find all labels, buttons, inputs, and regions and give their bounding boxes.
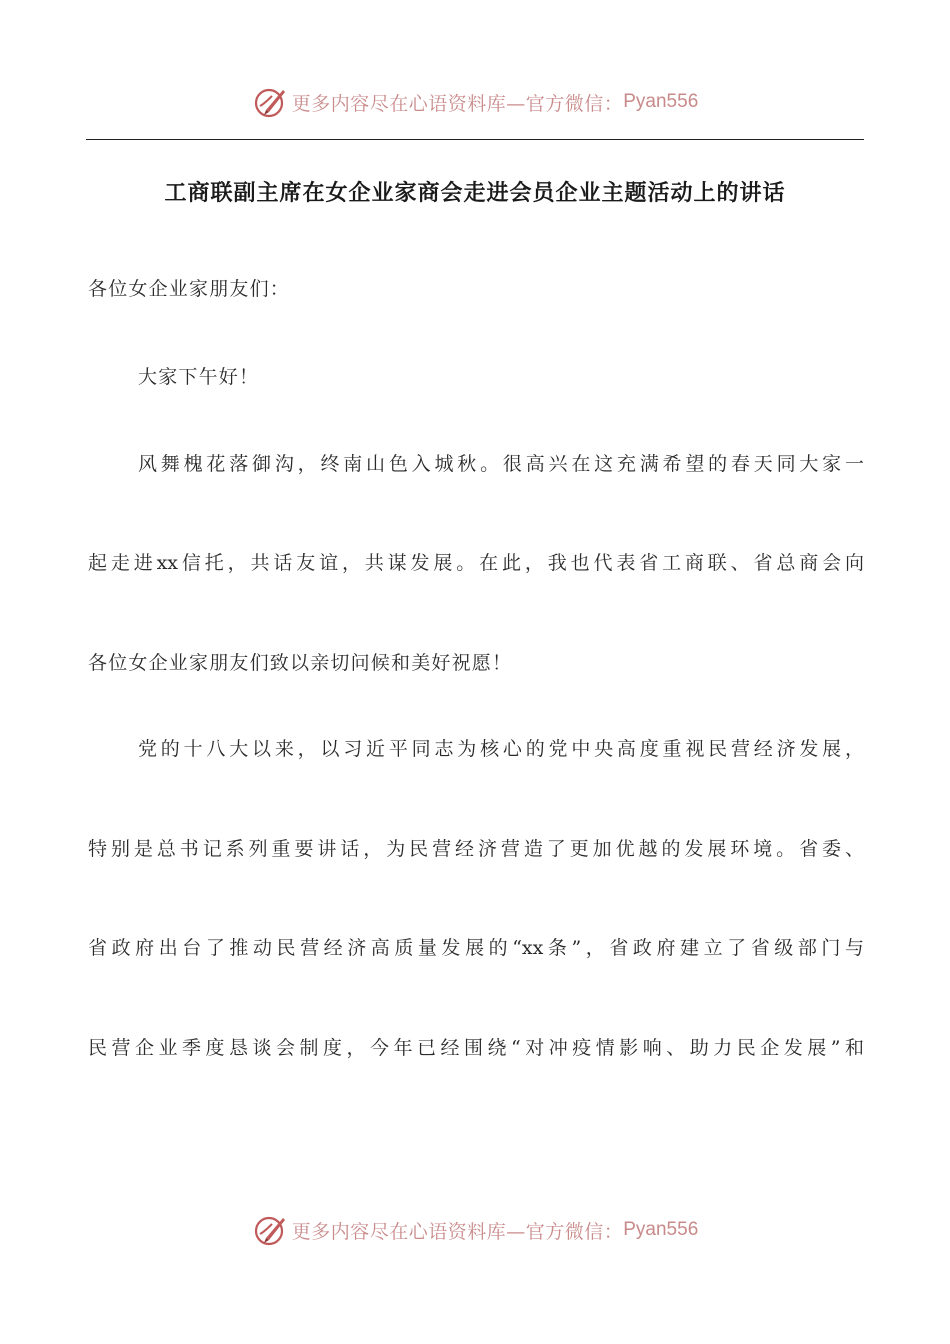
footer-banner-text: 更多内容尽在心语资料库—官方微信： <box>291 1220 624 1243</box>
header-banner-text: 更多内容尽在心语资料库—官方微信： <box>291 92 624 115</box>
footer-wechat-id: Pyan556 <box>623 1219 699 1240</box>
paragraph-line: 省政府出台了推动民营经济高质量发展的“xx条”，省政府建立了省级部门与 <box>88 937 864 959</box>
paragraph-line: 起走进xx信托，共话友谊，共谋发展。在此，我也代表省工商联、省总商会向 <box>88 552 864 574</box>
quill-pen-circle-icon <box>252 1212 288 1248</box>
quill-pen-circle-icon <box>252 84 288 120</box>
footer-banner <box>0 1210 950 1250</box>
header-banner <box>0 82 950 122</box>
greeting: 大家下午好！ <box>138 366 260 388</box>
paragraph-line: 各位女企业家朋友们致以亲切问候和美好祝愿！ <box>88 652 513 674</box>
header-divider <box>86 139 864 140</box>
paragraph-line: 党的十八大以来，以习近平同志为核心的党中央高度重视民营经济发展， <box>138 738 864 760</box>
document-title: 工商联副主席在女企业家商会走进会员企业主题活动上的讲话 <box>164 180 786 206</box>
paragraph-line: 民营企业季度恳谈会制度，今年已经围绕“对冲疫情影响、助力民企发展”和 <box>88 1037 864 1059</box>
salutation: 各位女企业家朋友们： <box>88 278 291 300</box>
header-wechat-id: Pyan556 <box>623 91 699 112</box>
paragraph-line: 特别是总书记系列重要讲话，为民营经济营造了更加优越的发展环境。省委、 <box>88 838 864 860</box>
paragraph-line: 风舞槐花落御沟，终南山色入城秋。很高兴在这充满希望的春天同大家一 <box>138 453 864 475</box>
